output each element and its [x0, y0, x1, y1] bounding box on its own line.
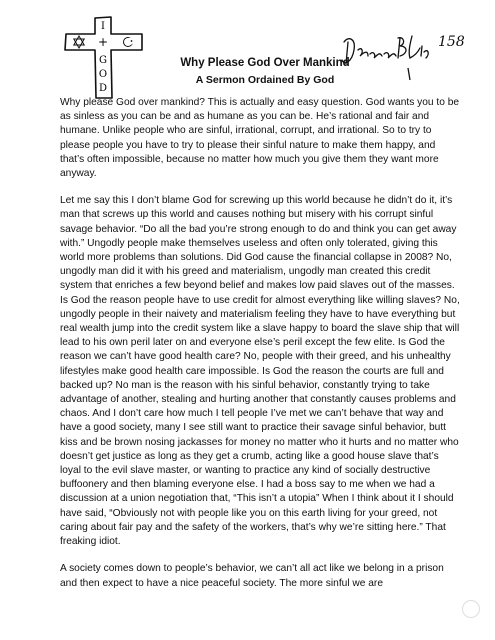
cross-emblem: [62, 14, 152, 100]
page-number: 158: [438, 34, 465, 50]
cross-letter: +: [97, 35, 109, 49]
paragraph: Let me say this I don’t blame God for screwing up this world because he didn’t do it, it’s man that screws up this world and causes nothing but misery with his corrupt sinful savage behavior. “Do all the bad you’re strong enough to do and think you can get away with.” Ungodly people make themselves useless and often only tolerated, giving this world more problems than solutions. Did God cause the financial collapse in 2008? No, ungodly man did it with his greed and materialism, ungodly man created this credit system that enriches a few beyond belief and makes low paid slaves out of the masses. Is God the reason people have to use credit for almost everything like willing slaves? No, ungodly people in their naivety and materialism feeling they have to have everything but real wealth jump into the credit system like a slave happy to board the slave ship that will lead to his own peril later on and everyone else’s peril except the few elite. Is God the reason we can’t have good health care? No, people with their greed, and his unhealthy lifestyles make good health care impossible. Is God the reason the courts are full and backed up? No man is the reason with his sinful behavior, constantly trying to take advantage of another, stealing and hurting another that constantly causes problems and chaos. And I don’t care how much I tell people I’ve met we can’t behave that way and have a good society, many I see still want to practice their savage sinful behavior, butt kiss and be brown nosing jackasses for money no matter who it hurts and no matter who doesn’t get justice as long as they get a crumb, acting like a good house slave that’s loyal to the evil slave master, or wanting to practice any kind of socially destructive buffoonery and then blaming everyone else. I had a boss say to me when we had a discussion at a union negotiation that, “This isn’t a utopia” When I think about it I should have said, “Obviously not with people like you on this earth living for your greed, not caring about fair pay and the safety of the workers, that’s why we’re sitting here.” That freaking idiot.: [60, 195, 460, 548]
paragraph: Why please God over mankind? This is actually and easy question. God wants you to be as sinless as you can be and as humane as you can be. He’s rational and fair and humane. Unlike people who are sinful, irrational, corrupt, and irrational. So to try to please people you have to try to please their sinful nature to make them happy, and that’s often impossible, because no matter how much you give them they want more anyway.: [60, 97, 460, 180]
cross-letter: I: [101, 21, 105, 32]
crescent-star-icon: [124, 38, 134, 47]
cross-letter: G: [99, 55, 107, 66]
sermon-title: Why Please God Over Mankind: [180, 57, 350, 69]
sermon-body: [60, 96, 460, 604]
cross-letter: O: [98, 69, 108, 80]
cross-letter: D: [98, 83, 108, 94]
paragraph: A society comes down to people’s behavior, we can’t all act like we belong in a prison and then expect to have a nice peaceful society. The more sinful we are: [60, 563, 444, 589]
star-of-david-icon: [74, 36, 84, 48]
sermon-subtitle: A Sermon Ordained By God: [195, 74, 335, 86]
punch-hole: [462, 600, 480, 618]
handwritten-signature: [338, 32, 434, 82]
